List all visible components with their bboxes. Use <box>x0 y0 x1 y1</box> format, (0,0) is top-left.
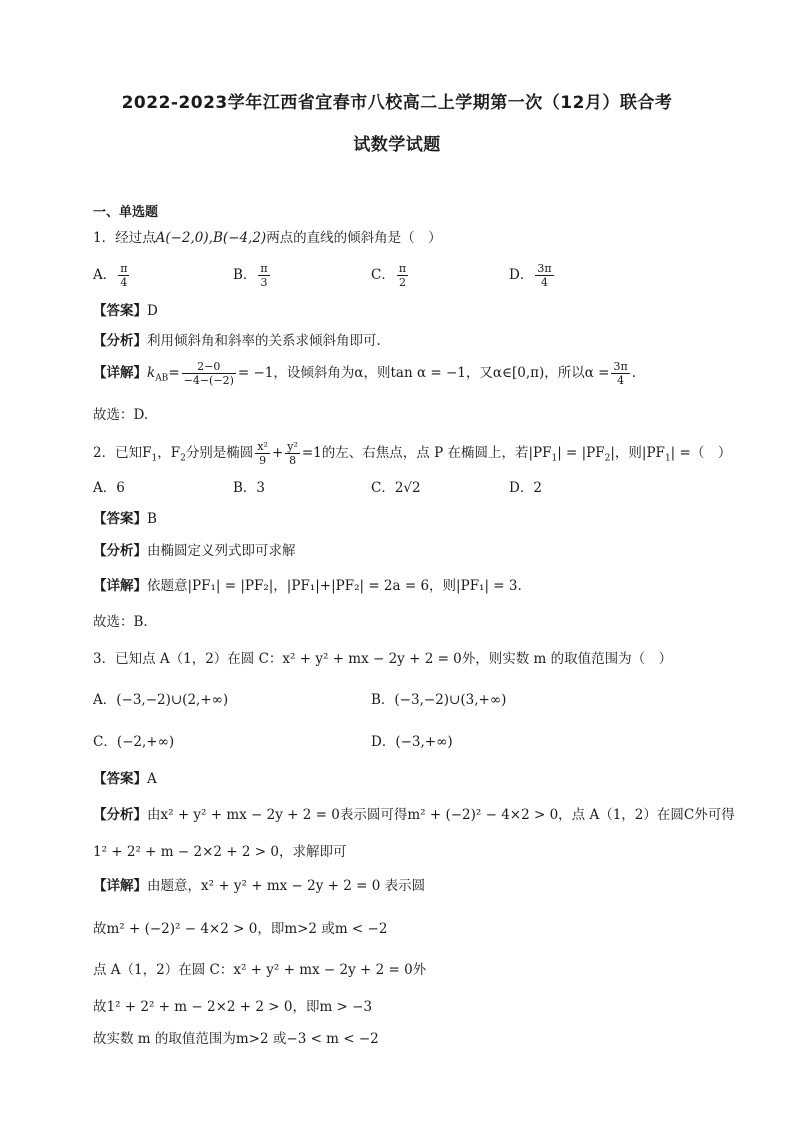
q3-analysis-line-2: 1² + 2² + m − 2×2 + 2 > 0，求解即可 <box>93 844 347 860</box>
document-title-line-1: 2022-2023学年江西省宜春市八校高二上学期第一次（12月）联合考 <box>121 93 673 113</box>
section-heading: 一、单选题 <box>93 205 159 220</box>
q3-option-a: A．(−3,−2)∪(2,+∞) <box>93 692 229 708</box>
q1-analysis: 【分析】利用倾斜角和斜率的关系求倾斜角即可. <box>93 333 381 349</box>
q3-detail-line-3: 点 A（1，2）在圆 C：x² + y² + mx − 2y + 2 = 0外 <box>93 962 427 978</box>
q2-detail: 【详解】依题意|PF₁| = |PF₂|，|PF₁|+|PF₂| = 2a = 6，则|PF₁| = 3. <box>93 578 522 594</box>
q3-detail-line-5: 故实数 m 的取值范围为m>2 或−3 < m < −2 <box>93 1031 379 1047</box>
q3-stem: 3．已知点 A（1，2）在圆 C：x² + y² + mx − 2y + 2 = 0外，则实数 m 的取值范围为（ ） <box>93 651 673 667</box>
q1-option-d: D． $\frac{3\pi}{4}$ <box>509 262 552 289</box>
q1-answer: 【答案】D <box>93 303 158 319</box>
q3-option-c: C．(−2,+∞) <box>93 734 175 750</box>
q3-option-b: B．(−3,−2)∪(3,+∞) <box>371 692 507 708</box>
q3-detail-line-1: 【详解】由题意，x² + y² + mx − 2y + 2 = 0 表示圆 <box>93 878 426 894</box>
q2-option-b: B．3 <box>233 480 266 496</box>
q1-option-c: C． $\frac{\pi}{2}$ <box>371 262 407 289</box>
q2-choose: 故选：B. <box>93 614 148 630</box>
q2-option-d: D．2 <box>509 480 542 496</box>
q2-option-a: A．6 <box>93 480 125 496</box>
q1-choose: 故选：D. <box>93 407 149 423</box>
q1-stem: 1．经过点A(−2,0),B(−4,2)两点的直线的倾斜角是（ ） <box>93 230 442 246</box>
document-title-line-2: 试数学试题 <box>353 135 441 155</box>
q3-detail-line-2: 故m² + (−2)² − 4×2 > 0，即m>2 或m < −2 <box>93 921 388 937</box>
q3-detail-line-4: 故1² + 2² + m − 2×2 + 2 > 0，即m > −3 <box>93 999 373 1015</box>
q2-option-c: C．2√2 <box>371 480 421 496</box>
q3-answer: 【答案】A <box>93 771 157 787</box>
q3-analysis-line-1: 【分析】由x² + y² + mx − 2y + 2 = 0表示圆可得m² + (−2)² − 4×2 > 0，点 A（1，2）在圆C外可得 <box>93 807 735 823</box>
q1-option-a: A． $\frac{\pi}{4}$ <box>93 262 128 289</box>
q1-detail: 【详解】$k_{AB}=$ $\frac{2-0}{-4-(-2)}$ = −1，设倾斜角为α，则tan α = −1，又α∈[0,π)，所以α = $\frac{3\pi}{4}$ . <box>93 360 636 387</box>
q2-stem: 2．已知$F_1$，$F_2$分别是椭圆 $\frac{\text{x²}}{9}$ + $\frac{\text{y²}}{8}$ =1的左、右焦点，点 P 在椭圆上，若$|PF_1| = |PF_2|$，则$|PF_1|$ =（ ） <box>93 440 732 467</box>
q2-answer: 【答案】B <box>93 511 157 527</box>
q3-option-d: D．(−3,+∞) <box>371 734 453 750</box>
q1-option-b: B． $\frac{\pi}{3}$ <box>233 262 268 289</box>
q2-analysis: 【分析】由椭圆定义列式即可求解 <box>93 543 296 559</box>
